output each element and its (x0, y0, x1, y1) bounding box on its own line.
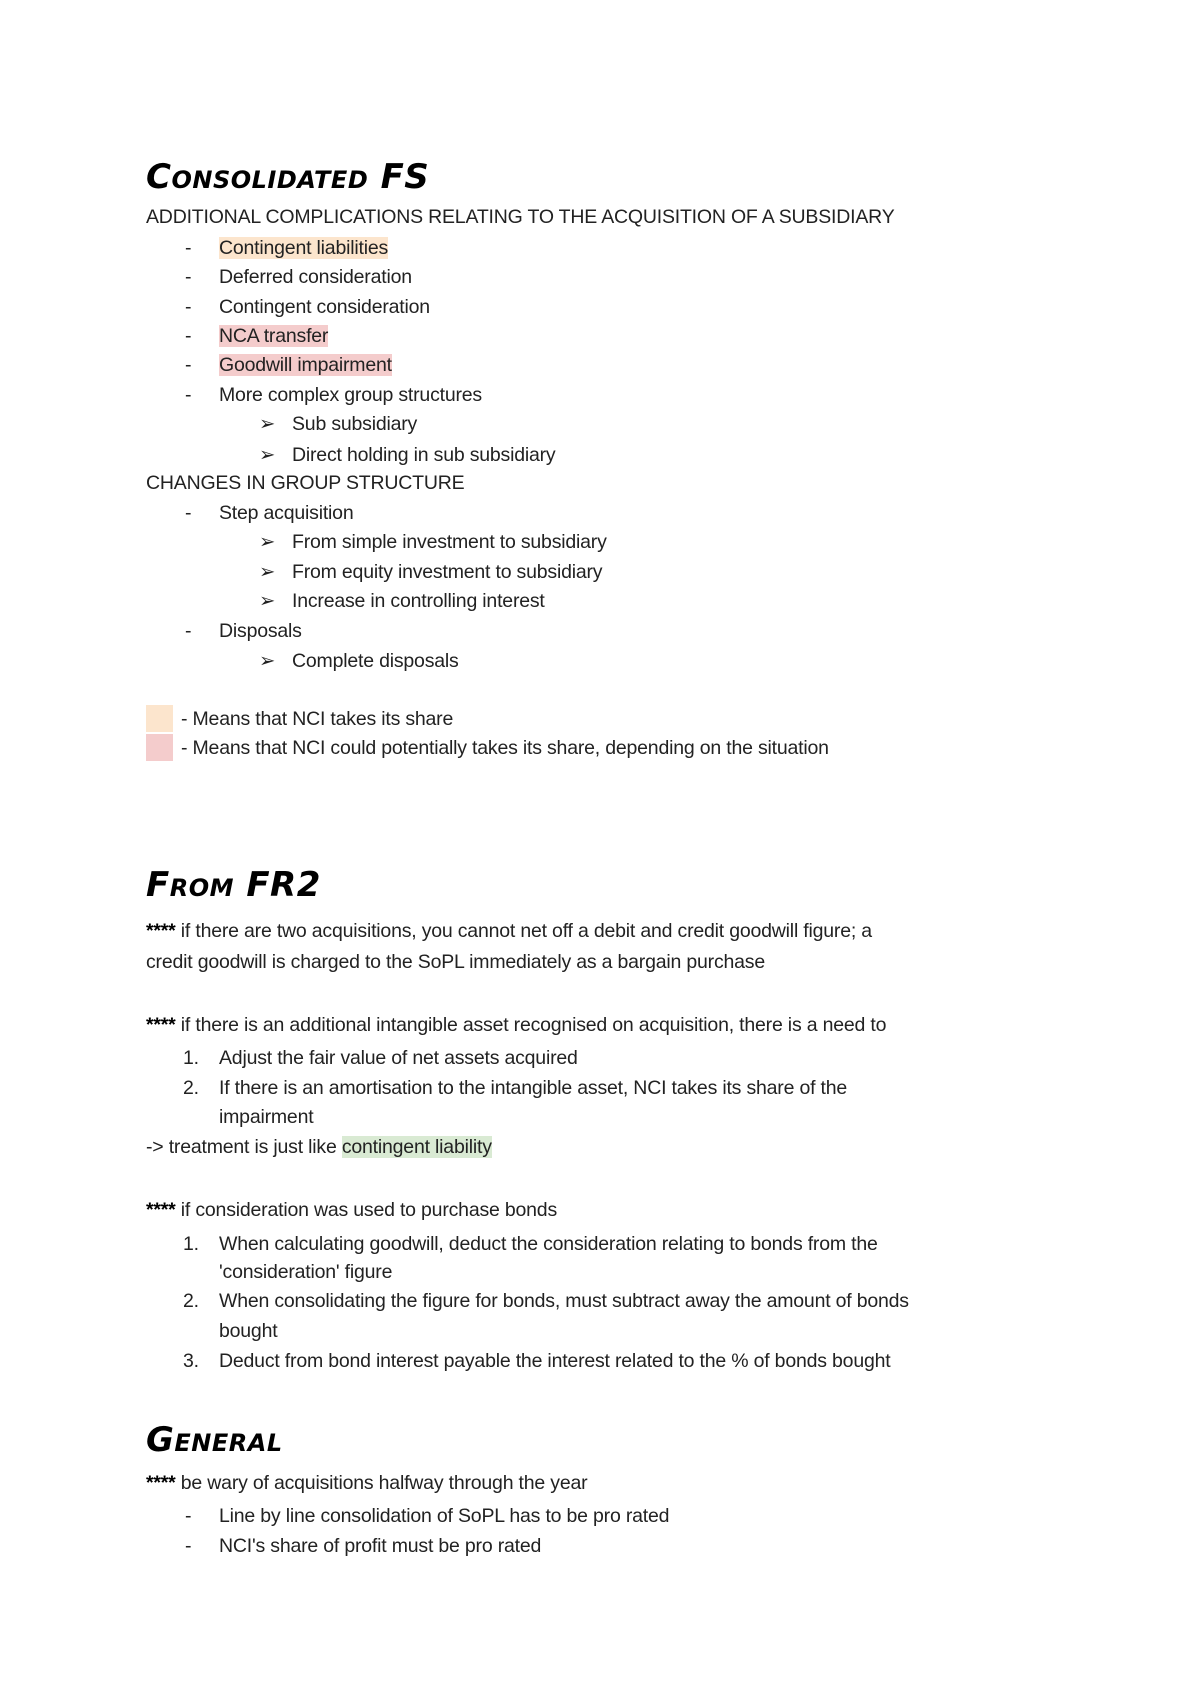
list-item (219, 234, 388, 262)
legend-swatch-pink (146, 734, 173, 761)
note-text: credit goodwill is charged to the SoPL immediately as a bargain purchase (146, 951, 765, 973)
numbered-item: When consolidating the figure for bonds, must subtract away the amount of bonds (219, 1290, 909, 1312)
arrow-bullet-icon: ➢ (259, 590, 276, 612)
sub-list-item: Direct holding in sub subsidiary (292, 444, 556, 466)
numbered-item: If there is an amortisation to the intangible asset, NCI takes its share of the (219, 1077, 848, 1099)
bullet-dash: - (185, 325, 192, 347)
list-item: Step acquisition (219, 502, 354, 524)
note-paragraph (146, 1196, 557, 1224)
list-number: 2. (183, 1290, 199, 1312)
legend-text: - Means that NCI takes its share (181, 708, 454, 730)
numbered-item: When calculating goodwill, deduct the consideration relating to bonds from the (219, 1233, 878, 1255)
treatment-text: -> treatment is just like (146, 1136, 342, 1158)
list-item: Line by line consolidation of SoPL has to be pro rated (219, 1505, 670, 1527)
sub-list-item: From equity investment to subsidiary (292, 561, 603, 583)
bullet-dash: - (185, 1505, 192, 1527)
list-item: NCI's share of profit must be pro rated (219, 1535, 542, 1557)
arrow-bullet-icon: ➢ (259, 444, 276, 466)
heading-from-fr2: From FR2 (146, 865, 321, 905)
legend-text: - Means that NCI could potentially takes its share, depending on the situation (181, 737, 829, 759)
legend-swatch-orange (146, 705, 173, 732)
sub-list-item: Sub subsidiary (292, 413, 418, 435)
stars-marker: **** (146, 1199, 176, 1221)
highlight-pink: Goodwill impairment (219, 354, 392, 376)
numbered-item-cont: impairment (219, 1106, 314, 1128)
heading-general: General (146, 1420, 283, 1460)
note-paragraph (146, 1011, 886, 1039)
arrow-bullet-icon: ➢ (259, 413, 276, 435)
sub-list-item: Complete disposals (292, 650, 459, 672)
list-number: 1. (183, 1047, 199, 1069)
stars-marker: **** (146, 1472, 176, 1494)
list-item: Contingent consideration (219, 296, 430, 318)
stars-marker: **** (146, 1014, 176, 1036)
list-item: More complex group structures (219, 384, 482, 406)
list-item (219, 351, 392, 379)
heading-consolidated-fs: Consolidated FS (146, 157, 430, 197)
list-item: Deferred consideration (219, 266, 412, 288)
bullet-dash: - (185, 354, 192, 376)
list-item: Disposals (219, 620, 302, 642)
sub-list-item: Increase in controlling interest (292, 590, 545, 612)
arrow-bullet-icon: ➢ (259, 531, 276, 553)
list-number: 1. (183, 1233, 199, 1255)
bullet-dash: - (185, 1535, 192, 1557)
treatment-line (146, 1133, 492, 1161)
note-text: if consideration was used to purchase bonds (175, 1199, 558, 1221)
bullet-dash: - (185, 384, 192, 406)
stars-marker: **** (146, 920, 176, 942)
subheading-additional-complications: ADDITIONAL COMPLICATIONS RELATING TO THE ACQUISITION OF A SUBSIDIARY (146, 206, 895, 228)
highlight-green: contingent liability (341, 1136, 492, 1158)
note-paragraph (146, 917, 872, 945)
arrow-bullet-icon: ➢ (259, 561, 276, 583)
subheading-changes-group-structure: CHANGES IN GROUP STRUCTURE (146, 472, 465, 494)
note-text: if there are two acquisitions, you cannot net off a debit and credit goodwill figure; a (175, 920, 872, 942)
note-text: if there is an additional intangible asset recognised on acquisition, there is a need to (175, 1014, 887, 1036)
highlight-orange: Contingent liabilities (219, 237, 389, 259)
bullet-dash: - (185, 620, 192, 642)
bullet-dash: - (185, 296, 192, 318)
list-number: 3. (183, 1350, 199, 1372)
note-text: be wary of acquisitions halfway through the year (175, 1472, 588, 1494)
numbered-item-cont: bought (219, 1320, 278, 1342)
list-item (219, 322, 328, 350)
bullet-dash: - (185, 502, 192, 524)
numbered-item: Adjust the fair value of net assets acquired (219, 1047, 578, 1069)
bullet-dash: - (185, 237, 192, 259)
arrow-bullet-icon: ➢ (259, 650, 276, 672)
numbered-item: Deduct from bond interest payable the interest related to the % of bonds bought (219, 1350, 891, 1372)
sub-list-item: From simple investment to subsidiary (292, 531, 607, 553)
numbered-item-cont: 'consideration' figure (219, 1261, 393, 1283)
bullet-dash: - (185, 266, 192, 288)
note-paragraph (146, 1469, 587, 1497)
list-number: 2. (183, 1077, 199, 1099)
highlight-pink: NCA transfer (219, 325, 329, 347)
